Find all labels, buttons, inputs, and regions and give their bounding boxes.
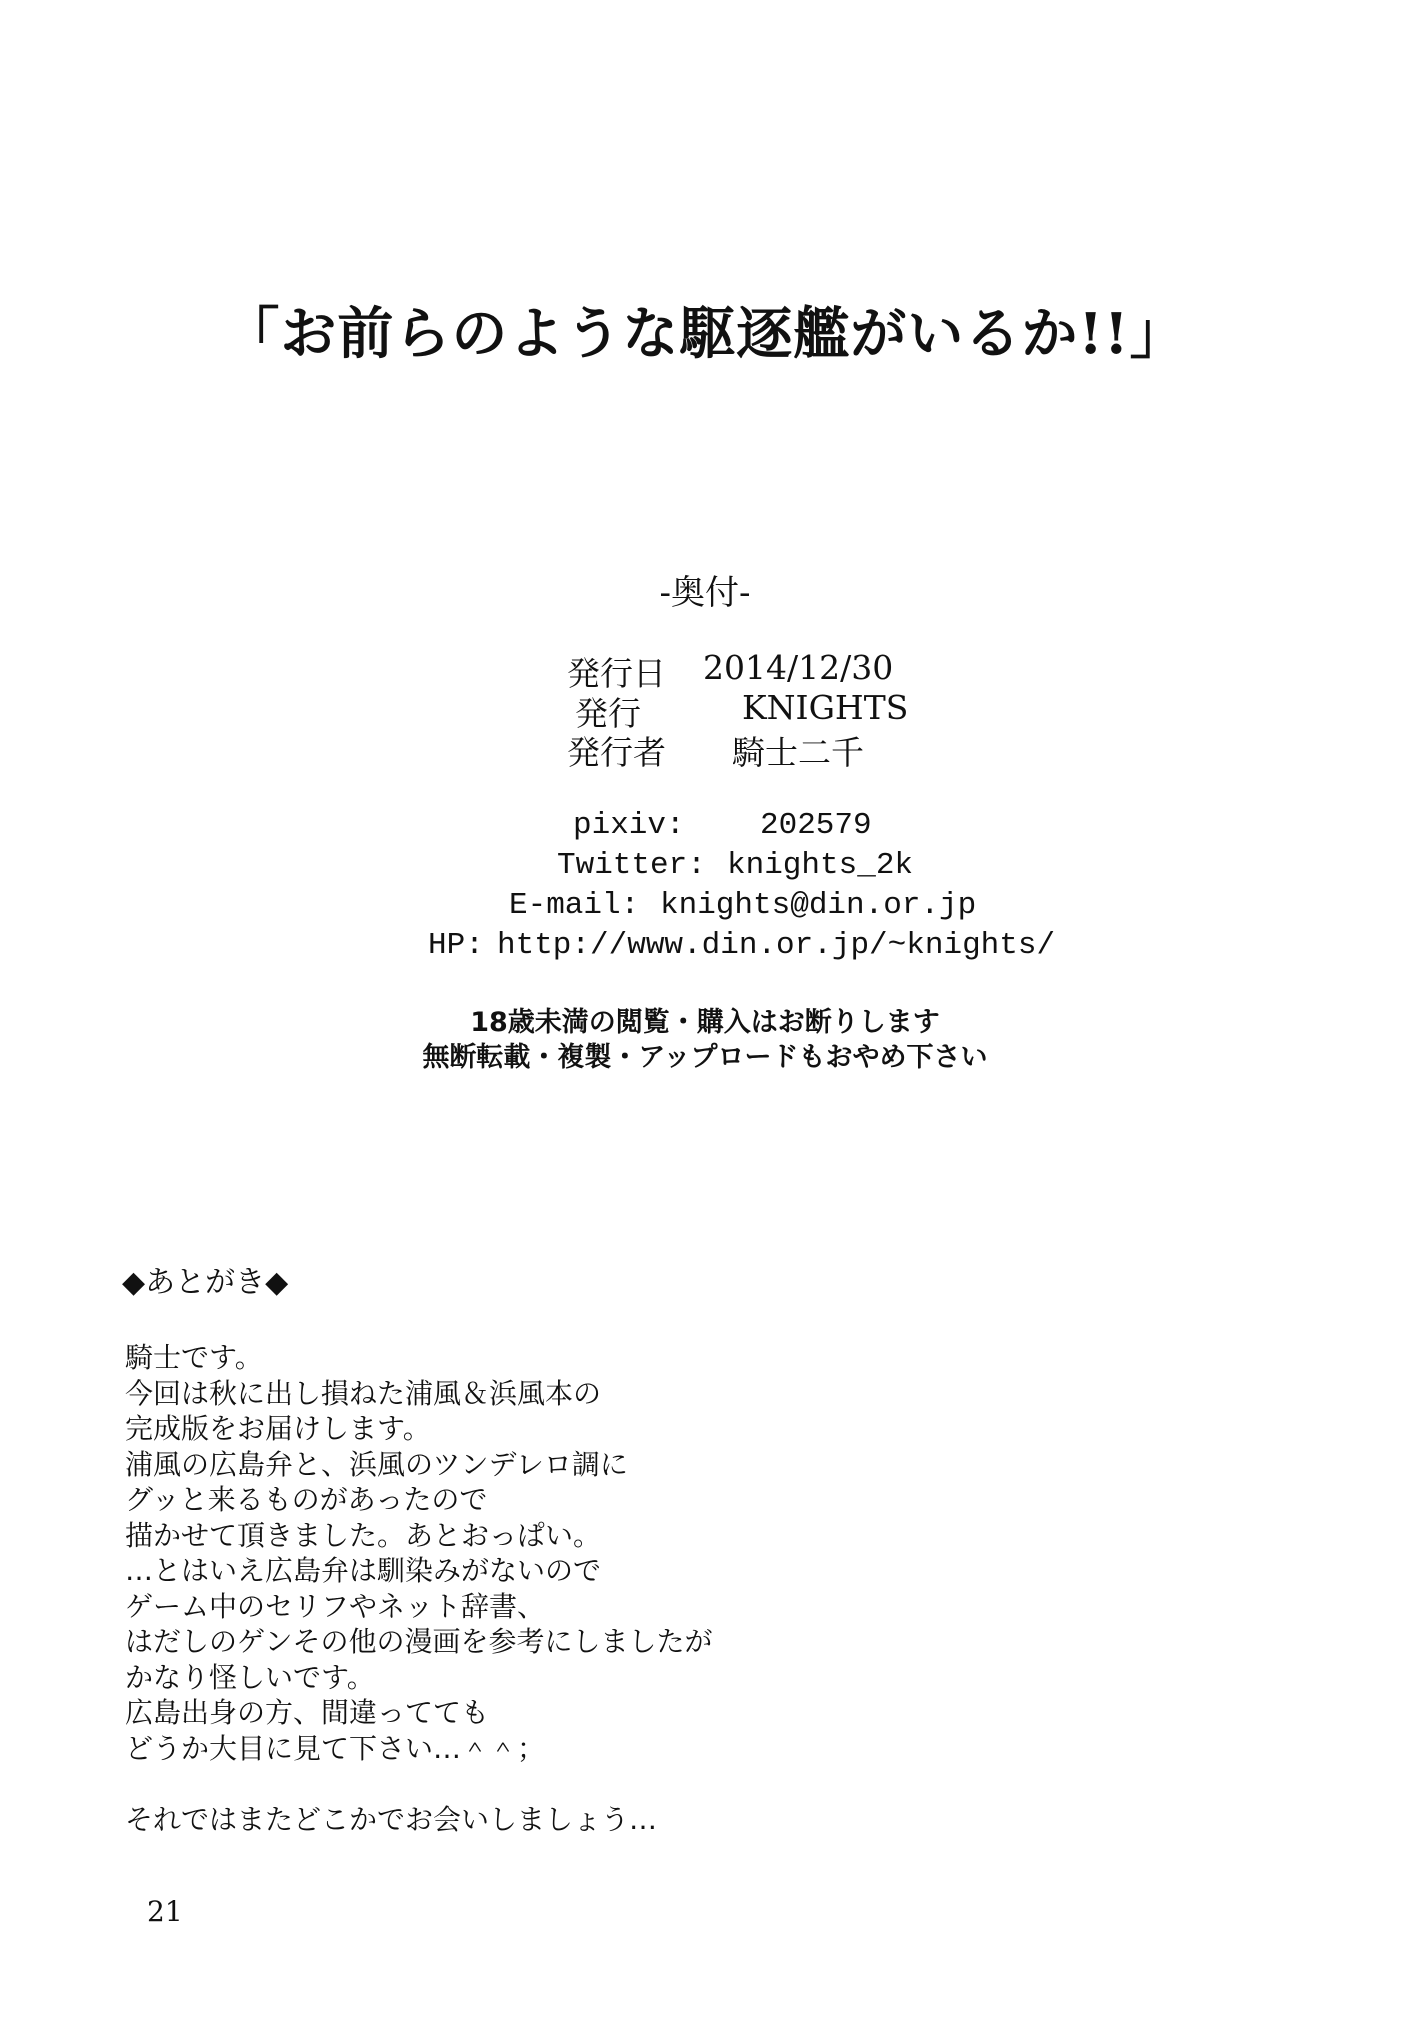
afterword-line: どうか大目に見て下さい…＾＾； bbox=[125, 1731, 546, 1765]
colophon-label: 発行日 bbox=[567, 654, 666, 693]
colophon-value: 2014/12/30 bbox=[703, 648, 894, 687]
reproduction-notice: 無断転載・複製・アップロードもおやめ下さい bbox=[422, 1042, 988, 1073]
colophon-value: 騎士二千 bbox=[732, 733, 864, 772]
afterword-line: 浦風の広島弁と、浜風のツンデレロ調に bbox=[125, 1447, 628, 1481]
contact-label: E-mail: bbox=[509, 888, 640, 923]
contact-label: pixiv: bbox=[573, 808, 685, 843]
contact-value: knights_2k bbox=[727, 848, 914, 883]
colophon-label: 発行者 bbox=[567, 733, 666, 772]
contact-label: Twitter: bbox=[557, 848, 706, 883]
afterword-line: 広島出身の方、間違ってても bbox=[125, 1696, 490, 1729]
afterword-line: はだしのゲンその他の漫画を参考にしましたが bbox=[125, 1625, 713, 1658]
contact-value: knights@din.or.jp bbox=[660, 888, 977, 923]
colophon-row-date bbox=[0, 648, 1410, 692]
afterword-line: …とはいえ広島弁は馴染みがないので bbox=[125, 1554, 602, 1587]
colophon-label: 発行 bbox=[575, 694, 641, 733]
afterword-closing: それではまたどこかでお会いしましょう… bbox=[125, 1802, 658, 1836]
afterword-line: 今回は秋に出し損ねた浦風＆浜風本の bbox=[125, 1376, 602, 1410]
afterword-body bbox=[125, 1340, 712, 1837]
colophon-row-publisher bbox=[0, 688, 1410, 732]
colophon-row-author bbox=[0, 727, 1410, 771]
afterword-line: かなり怪しいです。 bbox=[125, 1660, 375, 1694]
afterword-spacer bbox=[125, 1766, 712, 1802]
page-number: 21 bbox=[147, 1895, 183, 1928]
contact-label: HP: bbox=[428, 928, 484, 963]
afterword-line: 騎士です。 bbox=[125, 1341, 263, 1374]
afterword-line: 描かせて頂きました。あとおっぱい。 bbox=[125, 1518, 602, 1552]
contact-value: 202579 bbox=[760, 808, 872, 843]
colophon-heading: -奥付- bbox=[659, 573, 751, 613]
contact-value: http://www.din.or.jp/~knights/ bbox=[497, 928, 1056, 963]
afterword-line: グッと来るものがあったので bbox=[125, 1483, 488, 1516]
colophon-value: KNIGHTS bbox=[742, 688, 909, 727]
afterword-heading: ◆あとがき◆ bbox=[122, 1265, 289, 1300]
afterword-line: 完成版をお届けします。 bbox=[125, 1412, 431, 1445]
page-title: 「お前らのような駆逐艦がいるか!!」 bbox=[223, 301, 1187, 367]
afterword-line: ゲーム中のセリフやネット辞書、 bbox=[125, 1589, 546, 1623]
age-restriction-notice: 18歳未満の閲覧・購入はお断りします bbox=[470, 1007, 940, 1038]
